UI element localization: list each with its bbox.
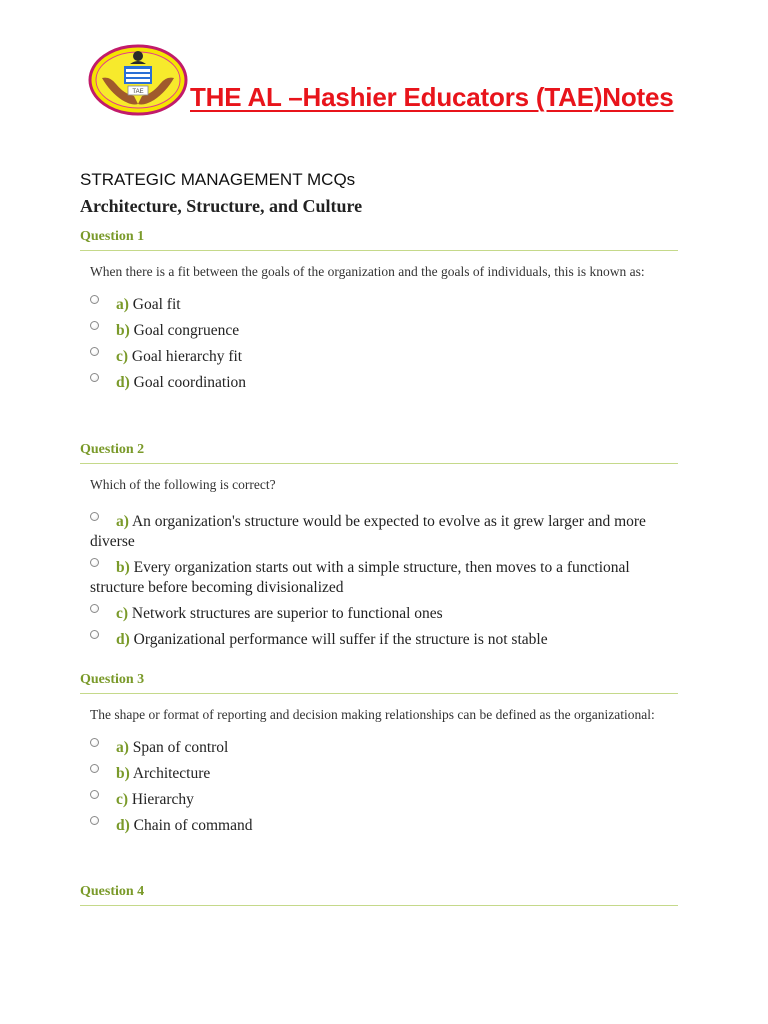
radio-icon[interactable]	[90, 604, 99, 613]
option-text: Goal hierarchy fit	[131, 348, 243, 365]
question-1	[80, 228, 678, 399]
options-list	[80, 738, 678, 836]
option-text: Span of control	[132, 739, 229, 756]
option-d[interactable]	[90, 816, 678, 836]
options-list	[80, 512, 678, 650]
option-letter: b)	[116, 559, 130, 576]
option-letter: b)	[116, 765, 130, 782]
option-b[interactable]	[90, 321, 678, 341]
option-text: Network structures are superior to functional ones	[131, 605, 443, 622]
option-a[interactable]	[90, 738, 678, 758]
option-text: Goal congruence	[133, 322, 240, 339]
question-title: Question 4	[80, 884, 145, 899]
topic-heading: Architecture, Structure, and Culture	[80, 196, 363, 216]
option-c[interactable]	[90, 790, 678, 810]
question-title: Question 1	[80, 229, 145, 244]
option-text: Architecture	[132, 765, 211, 782]
question-2	[80, 441, 678, 656]
site-title[interactable]: THE AL –Hashier Educators (TAE)Notes	[190, 82, 674, 112]
option-letter: b)	[116, 322, 130, 339]
header	[88, 42, 688, 122]
option-a[interactable]	[90, 295, 678, 315]
option-letter: d)	[116, 374, 130, 391]
option-letter: a)	[116, 739, 129, 756]
radio-icon[interactable]	[90, 295, 99, 304]
divider	[80, 693, 678, 694]
question-title: Question 2	[80, 442, 145, 457]
question-text: Which of the following is correct?	[90, 477, 276, 492]
question-text: When there is a fit between the goals of the organization and the goals of individuals, this is known as:	[90, 264, 645, 279]
option-letter: a)	[116, 296, 129, 313]
option-b[interactable]	[90, 764, 678, 784]
question-text: The shape or format of reporting and decision making relationships can be defined as the organizational:	[90, 707, 655, 722]
question-3	[80, 671, 678, 842]
radio-icon[interactable]	[90, 373, 99, 382]
option-text: An organization's structure would be expected to evolve as it grew larger and more diverse	[90, 513, 646, 550]
options-list	[80, 295, 678, 393]
radio-icon[interactable]	[90, 512, 99, 521]
logo-text: TAE	[132, 89, 144, 95]
option-letter: c)	[116, 348, 129, 365]
option-letter: d)	[116, 631, 130, 648]
radio-icon[interactable]	[90, 558, 99, 567]
option-d[interactable]	[90, 373, 678, 393]
option-letter: d)	[116, 817, 130, 834]
option-text: Chain of command	[133, 817, 253, 834]
divider	[80, 250, 678, 251]
divider	[80, 463, 678, 464]
option-letter: a)	[116, 513, 129, 530]
option-text: Goal fit	[132, 296, 181, 313]
radio-icon[interactable]	[90, 790, 99, 799]
option-a[interactable]	[90, 512, 678, 552]
option-c[interactable]	[90, 347, 678, 367]
radio-icon[interactable]	[90, 816, 99, 825]
option-b[interactable]	[90, 558, 678, 598]
subject-heading: STRATEGIC MANAGEMENT MCQs	[80, 170, 356, 189]
option-text: Every organization starts out with a simple structure, then moves to a functional structure before becoming divisionalized	[90, 559, 630, 596]
tae-logo	[88, 42, 192, 118]
question-4	[80, 883, 678, 906]
option-letter: c)	[116, 791, 129, 808]
question-title: Question 3	[80, 672, 145, 687]
option-text: Hierarchy	[131, 791, 194, 808]
option-text: Organizational performance will suffer if the structure is not stable	[133, 631, 548, 648]
divider	[80, 905, 678, 906]
radio-icon[interactable]	[90, 630, 99, 639]
radio-icon[interactable]	[90, 347, 99, 356]
option-d[interactable]	[90, 630, 678, 650]
radio-icon[interactable]	[90, 321, 99, 330]
option-letter: c)	[116, 605, 129, 622]
radio-icon[interactable]	[90, 738, 99, 747]
radio-icon[interactable]	[90, 764, 99, 773]
option-text: Goal coordination	[133, 374, 247, 391]
option-c[interactable]	[90, 604, 678, 624]
